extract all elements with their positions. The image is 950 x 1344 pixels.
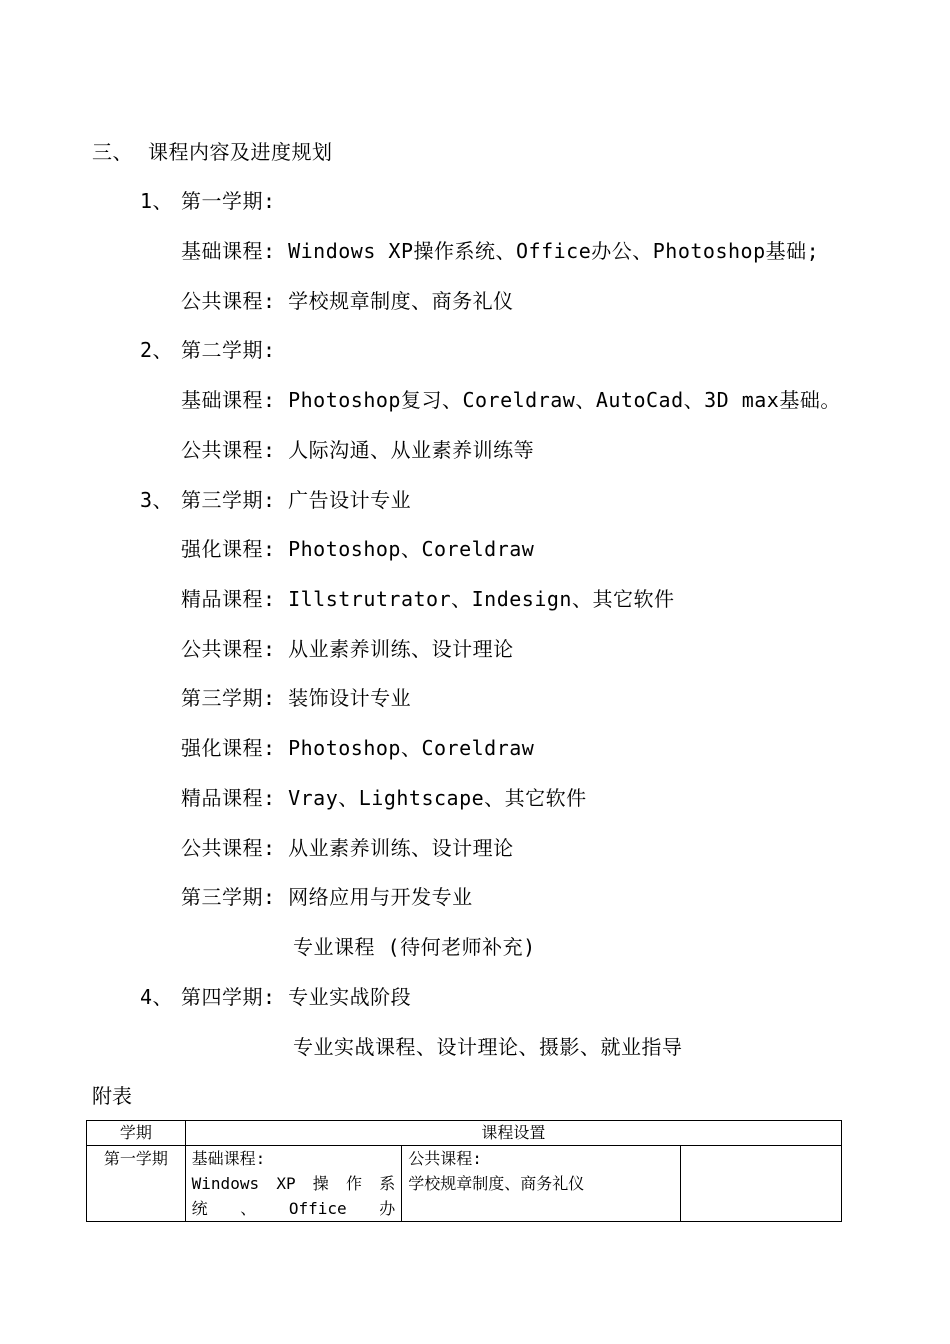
course-line: 强化课程: Photoshop、Coreldraw [181,537,535,561]
item-number: 4、 [140,985,174,1009]
item-number: 2、 [140,338,174,362]
course-line: 专业实战课程、设计理论、摄影、就业指导 [293,1035,683,1059]
course-line: 基础课程: Windows XP操作系统、Office办公、Photoshop基础; [181,239,820,263]
item-title: 第四学期: 专业实战阶段 [181,985,412,1009]
course-line: 精品课程: Illstrutrator、Indesign、其它软件 [181,587,675,611]
public-courses-cell [402,1146,681,1222]
course-line: 精品课程: Vray、Lightscape、其它软件 [181,786,587,810]
section-title: 课程内容及进度规划 [148,140,333,164]
basic-text-line-2 [192,1196,396,1221]
item-number: 3、 [140,488,174,512]
word: 办 [379,1199,396,1218]
item-title: 第二学期: [181,338,276,362]
extra-cell [681,1146,842,1222]
course-line: 第三学期: 网络应用与开发专业 [181,885,473,909]
basic-text-line-1 [192,1171,396,1196]
word: Office [288,1199,347,1218]
public-label: 公共课程: [408,1149,482,1168]
course-line: 公共课程: 学校规章制度、商务礼仪 [181,289,514,313]
word: 操 [312,1174,329,1193]
basic-courses-cell [185,1146,402,1222]
appendix-label: 附表 [92,1084,132,1108]
word: 统 [191,1199,208,1218]
table-header-row [87,1121,842,1146]
basic-label: 基础课程: [191,1149,266,1168]
word: Windows [191,1174,260,1193]
public-text: 学校规章制度、商务礼仪 [408,1174,585,1193]
word: XP [276,1174,296,1193]
header-courses: 课程设置 [185,1121,841,1146]
schedule-table [86,1120,842,1222]
item-title: 第一学期: [181,189,276,213]
term-name: 第一学期 [103,1149,168,1168]
course-line: 公共课程: 从业素养训练、设计理论 [181,836,514,860]
word: 系 [379,1174,396,1193]
course-line: 第三学期: 装饰设计专业 [181,686,412,710]
word: 、 [240,1199,257,1218]
term-cell [87,1146,186,1222]
course-line: 强化课程: Photoshop、Coreldraw [181,736,535,760]
course-line: 专业课程 (待何老师补充) [293,935,536,959]
table-row [87,1146,842,1222]
course-line: 公共课程: 从业素养训练、设计理论 [181,637,514,661]
header-term: 学期 [87,1121,186,1146]
item-title: 第三学期: 广告设计专业 [181,488,412,512]
section-number: 三、 [92,140,133,164]
course-line: 公共课程: 人际沟通、从业素养训练等 [181,438,535,462]
course-line: 基础课程: Photoshop复习、Coreldraw、AutoCad、3D max基础。 [181,388,841,412]
word: 作 [346,1174,363,1193]
item-number: 1、 [140,189,174,213]
